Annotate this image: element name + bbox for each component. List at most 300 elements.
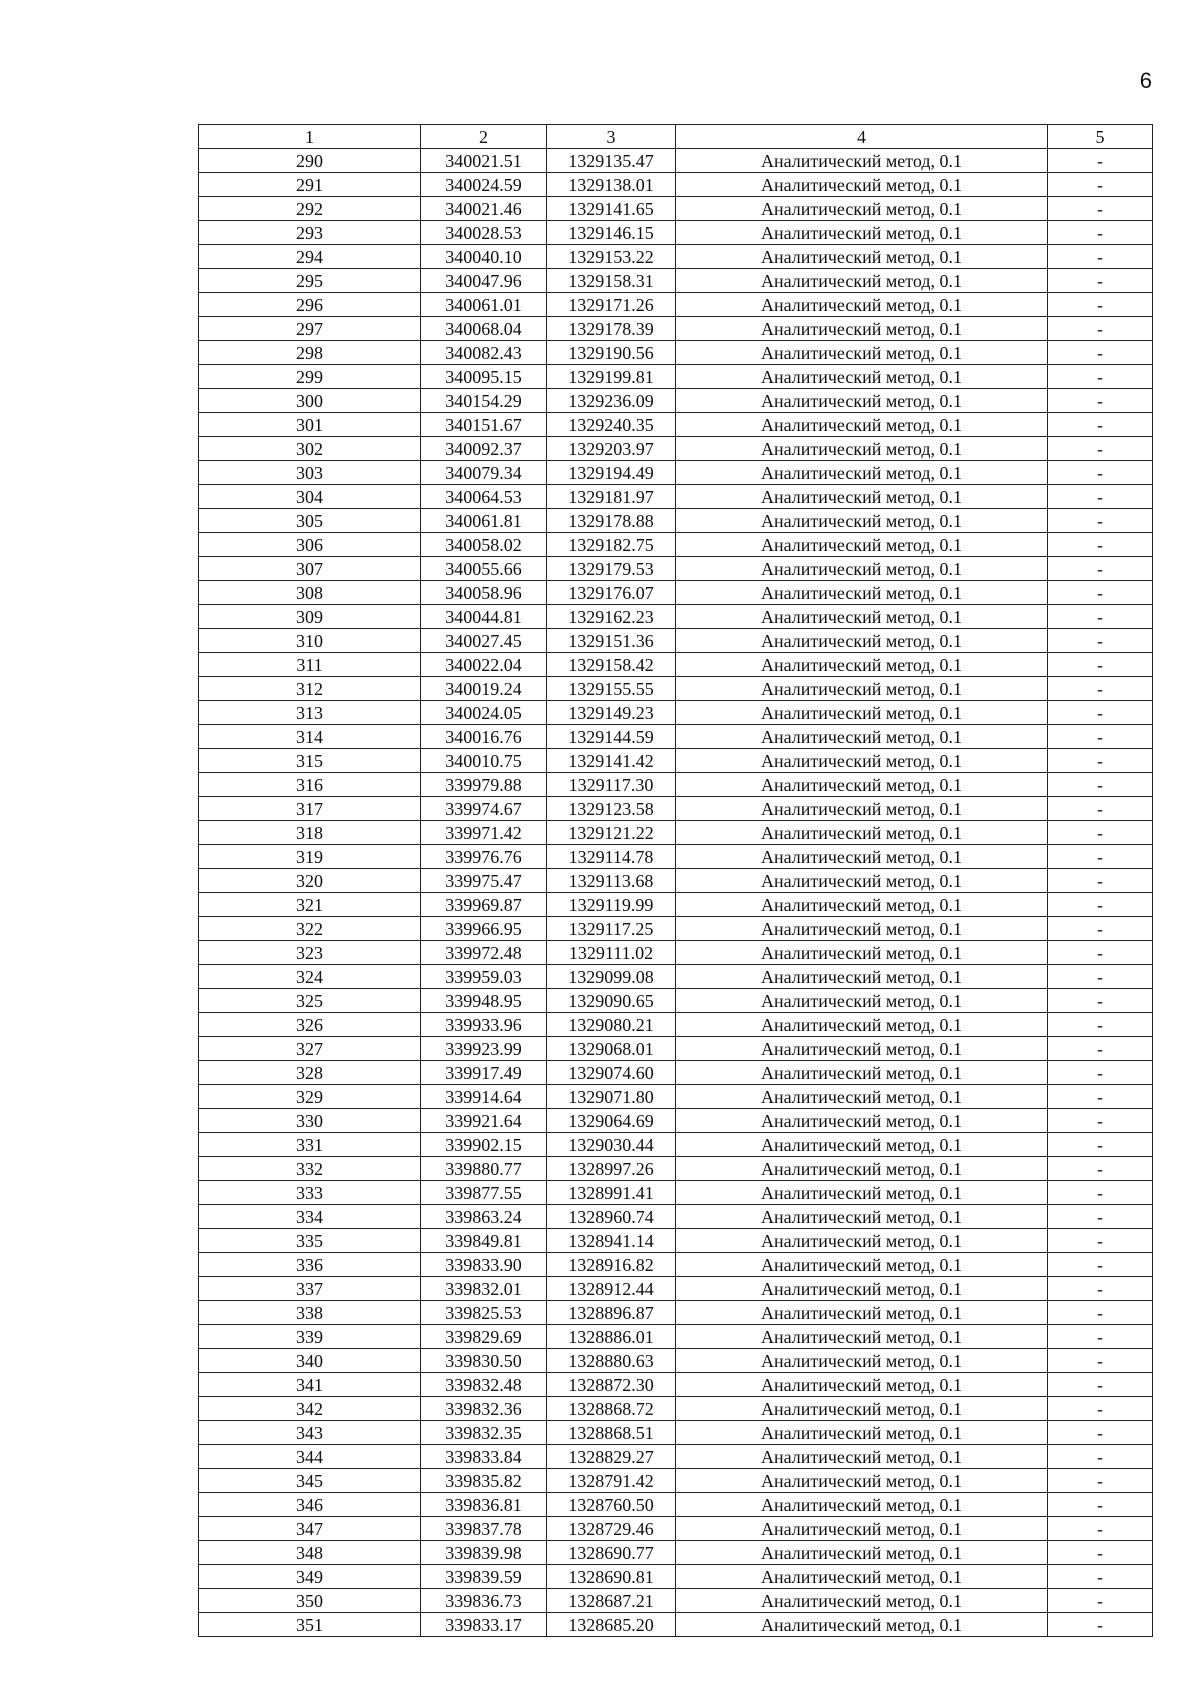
method-cell: Аналитический метод, 0.1 [676, 1493, 1048, 1517]
table-row [199, 701, 1153, 725]
y-coordinate-cell: 1329068.01 [547, 1037, 676, 1061]
x-coordinate-cell: 340022.04 [421, 653, 547, 677]
table-row [199, 1373, 1153, 1397]
x-coordinate-cell: 339975.47 [421, 869, 547, 893]
y-coordinate-cell: 1329141.42 [547, 749, 676, 773]
y-coordinate-cell: 1329064.69 [547, 1109, 676, 1133]
x-coordinate-cell: 339923.99 [421, 1037, 547, 1061]
table-row [199, 1205, 1153, 1229]
x-coordinate-cell: 339969.87 [421, 893, 547, 917]
point-number-cell: 346 [199, 1493, 421, 1517]
note-cell: - [1048, 1157, 1153, 1181]
y-coordinate-cell: 1329181.97 [547, 485, 676, 509]
method-cell: Аналитический метод, 0.1 [676, 1421, 1048, 1445]
table-row [199, 821, 1153, 845]
method-cell: Аналитический метод, 0.1 [676, 1373, 1048, 1397]
table-row [199, 773, 1153, 797]
table-row [199, 533, 1153, 557]
note-cell: - [1048, 317, 1153, 341]
x-coordinate-cell: 339832.48 [421, 1373, 547, 1397]
y-coordinate-cell: 1329114.78 [547, 845, 676, 869]
point-number-cell: 312 [199, 677, 421, 701]
method-cell: Аналитический метод, 0.1 [676, 653, 1048, 677]
table-row [199, 653, 1153, 677]
method-cell: Аналитический метод, 0.1 [676, 149, 1048, 173]
point-number-cell: 335 [199, 1229, 421, 1253]
table-row [199, 1013, 1153, 1037]
method-cell: Аналитический метод, 0.1 [676, 1229, 1048, 1253]
x-coordinate-cell: 340021.51 [421, 149, 547, 173]
table-row [199, 413, 1153, 437]
table-row [199, 197, 1153, 221]
point-number-cell: 319 [199, 845, 421, 869]
point-number-cell: 321 [199, 893, 421, 917]
y-coordinate-cell: 1329117.30 [547, 773, 676, 797]
y-coordinate-cell: 1329179.53 [547, 557, 676, 581]
point-number-cell: 314 [199, 725, 421, 749]
method-cell: Аналитический метод, 0.1 [676, 1469, 1048, 1493]
point-number-cell: 320 [199, 869, 421, 893]
method-cell: Аналитический метод, 0.1 [676, 245, 1048, 269]
note-cell: - [1048, 1565, 1153, 1589]
table-row [199, 1133, 1153, 1157]
note-cell: - [1048, 1397, 1153, 1421]
note-cell: - [1048, 845, 1153, 869]
point-number-cell: 331 [199, 1133, 421, 1157]
method-cell: Аналитический метод, 0.1 [676, 1205, 1048, 1229]
x-coordinate-cell: 339839.98 [421, 1541, 547, 1565]
x-coordinate-cell: 339837.78 [421, 1517, 547, 1541]
note-cell: - [1048, 1085, 1153, 1109]
x-coordinate-cell: 339959.03 [421, 965, 547, 989]
point-number-cell: 299 [199, 365, 421, 389]
table-row [199, 1253, 1153, 1277]
note-cell: - [1048, 173, 1153, 197]
method-cell: Аналитический метод, 0.1 [676, 413, 1048, 437]
x-coordinate-cell: 339836.81 [421, 1493, 547, 1517]
y-coordinate-cell: 1329141.65 [547, 197, 676, 221]
y-coordinate-cell: 1329121.22 [547, 821, 676, 845]
x-coordinate-cell: 339979.88 [421, 773, 547, 797]
y-coordinate-cell: 1328690.77 [547, 1541, 676, 1565]
method-cell: Аналитический метод, 0.1 [676, 749, 1048, 773]
method-cell: Аналитический метод, 0.1 [676, 869, 1048, 893]
y-coordinate-cell: 1329119.99 [547, 893, 676, 917]
point-number-cell: 325 [199, 989, 421, 1013]
note-cell: - [1048, 461, 1153, 485]
table-row [199, 1181, 1153, 1205]
note-cell: - [1048, 197, 1153, 221]
x-coordinate-cell: 339877.55 [421, 1181, 547, 1205]
point-number-cell: 301 [199, 413, 421, 437]
x-coordinate-cell: 340055.66 [421, 557, 547, 581]
note-cell: - [1048, 1037, 1153, 1061]
table-row [199, 1037, 1153, 1061]
x-coordinate-cell: 339833.90 [421, 1253, 547, 1277]
y-coordinate-cell: 1329030.44 [547, 1133, 676, 1157]
method-cell: Аналитический метод, 0.1 [676, 1589, 1048, 1613]
note-cell: - [1048, 605, 1153, 629]
method-cell: Аналитический метод, 0.1 [676, 1325, 1048, 1349]
table-row [199, 629, 1153, 653]
note-cell: - [1048, 365, 1153, 389]
table-row [199, 1229, 1153, 1253]
x-coordinate-cell: 340058.02 [421, 533, 547, 557]
note-cell: - [1048, 413, 1153, 437]
y-coordinate-cell: 1328685.20 [547, 1613, 676, 1637]
x-coordinate-cell: 339948.95 [421, 989, 547, 1013]
y-coordinate-cell: 1329144.59 [547, 725, 676, 749]
x-coordinate-cell: 340044.81 [421, 605, 547, 629]
note-cell: - [1048, 221, 1153, 245]
note-cell: - [1048, 581, 1153, 605]
method-cell: Аналитический метод, 0.1 [676, 845, 1048, 869]
point-number-cell: 317 [199, 797, 421, 821]
method-cell: Аналитический метод, 0.1 [676, 485, 1048, 509]
table-row [199, 1421, 1153, 1445]
x-coordinate-cell: 339902.15 [421, 1133, 547, 1157]
point-number-cell: 300 [199, 389, 421, 413]
table-row [199, 869, 1153, 893]
point-number-cell: 309 [199, 605, 421, 629]
x-coordinate-cell: 339863.24 [421, 1205, 547, 1229]
note-cell: - [1048, 437, 1153, 461]
x-coordinate-cell: 340010.75 [421, 749, 547, 773]
note-cell: - [1048, 1205, 1153, 1229]
y-coordinate-cell: 1329182.75 [547, 533, 676, 557]
method-cell: Аналитический метод, 0.1 [676, 317, 1048, 341]
table-row [199, 605, 1153, 629]
method-cell: Аналитический метод, 0.1 [676, 1445, 1048, 1469]
note-cell: - [1048, 725, 1153, 749]
point-number-cell: 315 [199, 749, 421, 773]
x-coordinate-cell: 339835.82 [421, 1469, 547, 1493]
note-cell: - [1048, 773, 1153, 797]
note-cell: - [1048, 917, 1153, 941]
y-coordinate-cell: 1329203.97 [547, 437, 676, 461]
method-cell: Аналитический метод, 0.1 [676, 1541, 1048, 1565]
y-coordinate-cell: 1328729.46 [547, 1517, 676, 1541]
method-cell: Аналитический метод, 0.1 [676, 173, 1048, 197]
y-coordinate-cell: 1328960.74 [547, 1205, 676, 1229]
table-row [199, 1157, 1153, 1181]
x-coordinate-cell: 339825.53 [421, 1301, 547, 1325]
point-number-cell: 304 [199, 485, 421, 509]
x-coordinate-cell: 339974.67 [421, 797, 547, 821]
table-row [199, 893, 1153, 917]
note-cell: - [1048, 1061, 1153, 1085]
table-row [199, 485, 1153, 509]
y-coordinate-cell: 1328687.21 [547, 1589, 676, 1613]
y-coordinate-cell: 1329240.35 [547, 413, 676, 437]
method-cell: Аналитический метод, 0.1 [676, 557, 1048, 581]
point-number-cell: 327 [199, 1037, 421, 1061]
y-coordinate-cell: 1328760.50 [547, 1493, 676, 1517]
point-number-cell: 297 [199, 317, 421, 341]
y-coordinate-cell: 1329194.49 [547, 461, 676, 485]
method-cell: Аналитический метод, 0.1 [676, 1397, 1048, 1421]
method-cell: Аналитический метод, 0.1 [676, 1253, 1048, 1277]
method-cell: Аналитический метод, 0.1 [676, 965, 1048, 989]
point-number-cell: 351 [199, 1613, 421, 1637]
table-row [199, 989, 1153, 1013]
point-number-cell: 333 [199, 1181, 421, 1205]
page-number: 6 [1139, 68, 1152, 93]
point-number-cell: 334 [199, 1205, 421, 1229]
point-number-cell: 348 [199, 1541, 421, 1565]
table-row [199, 1085, 1153, 1109]
point-number-cell: 294 [199, 245, 421, 269]
note-cell: - [1048, 149, 1153, 173]
note-cell: - [1048, 1253, 1153, 1277]
method-cell: Аналитический метод, 0.1 [676, 893, 1048, 917]
note-cell: - [1048, 389, 1153, 413]
note-cell: - [1048, 557, 1153, 581]
point-number-cell: 310 [199, 629, 421, 653]
note-cell: - [1048, 653, 1153, 677]
note-cell: - [1048, 1373, 1153, 1397]
method-cell: Аналитический метод, 0.1 [676, 365, 1048, 389]
table-row [199, 509, 1153, 533]
note-cell: - [1048, 1181, 1153, 1205]
point-number-cell: 332 [199, 1157, 421, 1181]
x-coordinate-cell: 340068.04 [421, 317, 547, 341]
note-cell: - [1048, 821, 1153, 845]
y-coordinate-cell: 1328791.42 [547, 1469, 676, 1493]
note-cell: - [1048, 1517, 1153, 1541]
y-coordinate-cell: 1329149.23 [547, 701, 676, 725]
table-row [199, 1277, 1153, 1301]
coordinates-table [198, 124, 1153, 1637]
method-cell: Аналитический метод, 0.1 [676, 941, 1048, 965]
x-coordinate-cell: 340061.01 [421, 293, 547, 317]
table-row [199, 1589, 1153, 1613]
y-coordinate-cell: 1328872.30 [547, 1373, 676, 1397]
table-row [199, 1349, 1153, 1373]
x-coordinate-cell: 340024.05 [421, 701, 547, 725]
note-cell: - [1048, 1469, 1153, 1493]
y-coordinate-cell: 1328916.82 [547, 1253, 676, 1277]
point-number-cell: 340 [199, 1349, 421, 1373]
y-coordinate-cell: 1328896.87 [547, 1301, 676, 1325]
y-coordinate-cell: 1329155.55 [547, 677, 676, 701]
table-row [199, 557, 1153, 581]
point-number-cell: 303 [199, 461, 421, 485]
point-number-cell: 338 [199, 1301, 421, 1325]
header-col-5: 5 [1048, 125, 1153, 149]
point-number-cell: 306 [199, 533, 421, 557]
table-row [199, 173, 1153, 197]
table-row [199, 1541, 1153, 1565]
note-cell: - [1048, 509, 1153, 533]
table-row [199, 317, 1153, 341]
y-coordinate-cell: 1329171.26 [547, 293, 676, 317]
method-cell: Аналитический метод, 0.1 [676, 1133, 1048, 1157]
table-row [199, 221, 1153, 245]
note-cell: - [1048, 869, 1153, 893]
x-coordinate-cell: 340028.53 [421, 221, 547, 245]
x-coordinate-cell: 340092.37 [421, 437, 547, 461]
x-coordinate-cell: 340095.15 [421, 365, 547, 389]
point-number-cell: 311 [199, 653, 421, 677]
y-coordinate-cell: 1329153.22 [547, 245, 676, 269]
point-number-cell: 323 [199, 941, 421, 965]
y-coordinate-cell: 1328829.27 [547, 1445, 676, 1469]
note-cell: - [1048, 341, 1153, 365]
method-cell: Аналитический метод, 0.1 [676, 341, 1048, 365]
note-cell: - [1048, 941, 1153, 965]
x-coordinate-cell: 339849.81 [421, 1229, 547, 1253]
table-row [199, 245, 1153, 269]
note-cell: - [1048, 629, 1153, 653]
y-coordinate-cell: 1329117.25 [547, 917, 676, 941]
x-coordinate-cell: 339836.73 [421, 1589, 547, 1613]
y-coordinate-cell: 1328886.01 [547, 1325, 676, 1349]
y-coordinate-cell: 1329190.56 [547, 341, 676, 365]
x-coordinate-cell: 339933.96 [421, 1013, 547, 1037]
note-cell: - [1048, 533, 1153, 557]
x-coordinate-cell: 339832.35 [421, 1421, 547, 1445]
method-cell: Аналитический метод, 0.1 [676, 389, 1048, 413]
note-cell: - [1048, 701, 1153, 725]
method-cell: Аналитический метод, 0.1 [676, 1013, 1048, 1037]
y-coordinate-cell: 1329111.02 [547, 941, 676, 965]
method-cell: Аналитический метод, 0.1 [676, 437, 1048, 461]
point-number-cell: 305 [199, 509, 421, 533]
point-number-cell: 313 [199, 701, 421, 725]
method-cell: Аналитический метод, 0.1 [676, 509, 1048, 533]
point-number-cell: 324 [199, 965, 421, 989]
y-coordinate-cell: 1329123.58 [547, 797, 676, 821]
x-coordinate-cell: 340154.29 [421, 389, 547, 413]
note-cell: - [1048, 965, 1153, 989]
point-number-cell: 339 [199, 1325, 421, 1349]
x-coordinate-cell: 339972.48 [421, 941, 547, 965]
point-number-cell: 326 [199, 1013, 421, 1037]
table-row [199, 677, 1153, 701]
method-cell: Аналитический метод, 0.1 [676, 1037, 1048, 1061]
x-coordinate-cell: 339921.64 [421, 1109, 547, 1133]
method-cell: Аналитический метод, 0.1 [676, 221, 1048, 245]
point-number-cell: 343 [199, 1421, 421, 1445]
note-cell: - [1048, 1277, 1153, 1301]
point-number-cell: 307 [199, 557, 421, 581]
point-number-cell: 342 [199, 1397, 421, 1421]
y-coordinate-cell: 1329138.01 [547, 173, 676, 197]
y-coordinate-cell: 1328991.41 [547, 1181, 676, 1205]
note-cell: - [1048, 1325, 1153, 1349]
note-cell: - [1048, 1589, 1153, 1613]
y-coordinate-cell: 1329199.81 [547, 365, 676, 389]
method-cell: Аналитический метод, 0.1 [676, 1109, 1048, 1133]
y-coordinate-cell: 1329080.21 [547, 1013, 676, 1037]
point-number-cell: 322 [199, 917, 421, 941]
x-coordinate-cell: 339833.84 [421, 1445, 547, 1469]
point-number-cell: 295 [199, 269, 421, 293]
y-coordinate-cell: 1329099.08 [547, 965, 676, 989]
note-cell: - [1048, 1301, 1153, 1325]
y-coordinate-cell: 1328941.14 [547, 1229, 676, 1253]
point-number-cell: 329 [199, 1085, 421, 1109]
table-row [199, 269, 1153, 293]
table-row [199, 917, 1153, 941]
method-cell: Аналитический метод, 0.1 [676, 773, 1048, 797]
method-cell: Аналитический метод, 0.1 [676, 701, 1048, 725]
point-number-cell: 302 [199, 437, 421, 461]
note-cell: - [1048, 1229, 1153, 1253]
x-coordinate-cell: 339917.49 [421, 1061, 547, 1085]
table-row [199, 941, 1153, 965]
y-coordinate-cell: 1328868.72 [547, 1397, 676, 1421]
x-coordinate-cell: 339839.59 [421, 1565, 547, 1589]
table-row [199, 725, 1153, 749]
note-cell: - [1048, 1493, 1153, 1517]
point-number-cell: 349 [199, 1565, 421, 1589]
table-row [199, 293, 1153, 317]
point-number-cell: 291 [199, 173, 421, 197]
table-row [199, 1325, 1153, 1349]
point-number-cell: 298 [199, 341, 421, 365]
note-cell: - [1048, 1349, 1153, 1373]
x-coordinate-cell: 340021.46 [421, 197, 547, 221]
point-number-cell: 350 [199, 1589, 421, 1613]
table-row [199, 389, 1153, 413]
method-cell: Аналитический метод, 0.1 [676, 1085, 1048, 1109]
y-coordinate-cell: 1329113.68 [547, 869, 676, 893]
point-number-cell: 293 [199, 221, 421, 245]
x-coordinate-cell: 340151.67 [421, 413, 547, 437]
y-coordinate-cell: 1329236.09 [547, 389, 676, 413]
method-cell: Аналитический метод, 0.1 [676, 1517, 1048, 1541]
y-coordinate-cell: 1328690.81 [547, 1565, 676, 1589]
table-row [199, 1397, 1153, 1421]
y-coordinate-cell: 1329151.36 [547, 629, 676, 653]
method-cell: Аналитический метод, 0.1 [676, 269, 1048, 293]
method-cell: Аналитический метод, 0.1 [676, 989, 1048, 1013]
coordinates-table-container [198, 124, 1152, 1637]
table-row [199, 461, 1153, 485]
note-cell: - [1048, 797, 1153, 821]
header-col-3: 3 [547, 125, 676, 149]
header-col-2: 2 [421, 125, 547, 149]
table-row [199, 581, 1153, 605]
x-coordinate-cell: 340064.53 [421, 485, 547, 509]
point-number-cell: 345 [199, 1469, 421, 1493]
method-cell: Аналитический метод, 0.1 [676, 1613, 1048, 1637]
point-number-cell: 318 [199, 821, 421, 845]
table-row [199, 965, 1153, 989]
table-row [199, 1493, 1153, 1517]
method-cell: Аналитический метод, 0.1 [676, 1157, 1048, 1181]
note-cell: - [1048, 1613, 1153, 1637]
table-row [199, 1565, 1153, 1589]
point-number-cell: 347 [199, 1517, 421, 1541]
x-coordinate-cell: 340058.96 [421, 581, 547, 605]
x-coordinate-cell: 339976.76 [421, 845, 547, 869]
note-cell: - [1048, 269, 1153, 293]
table-row [199, 1613, 1153, 1637]
point-number-cell: 290 [199, 149, 421, 173]
method-cell: Аналитический метод, 0.1 [676, 605, 1048, 629]
y-coordinate-cell: 1329158.42 [547, 653, 676, 677]
table-row [199, 1301, 1153, 1325]
x-coordinate-cell: 340016.76 [421, 725, 547, 749]
method-cell: Аналитический метод, 0.1 [676, 821, 1048, 845]
method-cell: Аналитический метод, 0.1 [676, 797, 1048, 821]
note-cell: - [1048, 989, 1153, 1013]
note-cell: - [1048, 1421, 1153, 1445]
table-row [199, 797, 1153, 821]
